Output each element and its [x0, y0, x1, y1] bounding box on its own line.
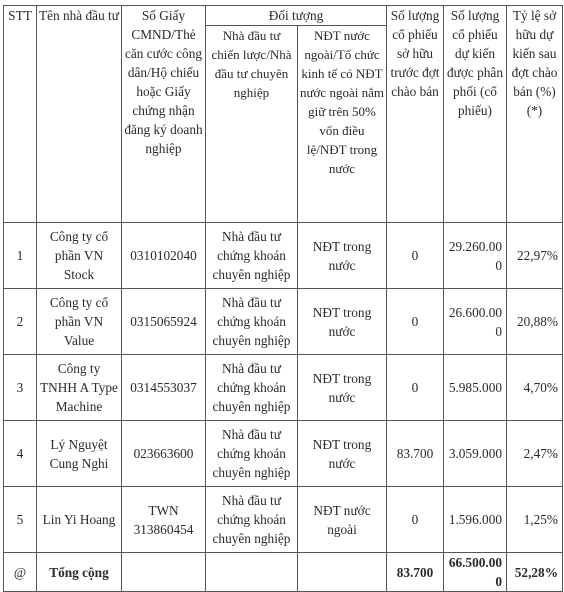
row-stt: 2	[4, 289, 37, 355]
row-ownership-ratio: 22,97%	[507, 223, 563, 289]
table-row	[4, 487, 563, 553]
header-id-number: Số Giấy CMND/Thẻ căn cước công dân/Hộ chiếu hoặc Giấy chứng nhận đăng ký doanh nghiệp	[122, 6, 206, 223]
total-ownership-ratio: 52,28%	[507, 553, 563, 592]
row-investor-name: Công ty cổ phần VN Stock	[37, 223, 122, 289]
header-shares-before: Số lượng cổ phiếu sở hữu trước đợt chào bán	[387, 6, 444, 223]
row-shares-allocated: 3.059.000	[444, 421, 507, 487]
table-row	[4, 289, 563, 355]
row-shares-allocated: 29.260.000	[444, 223, 507, 289]
total-label: Tổng cộng	[37, 553, 122, 592]
row-ownership-ratio: 1,25%	[507, 487, 563, 553]
total-shares-allocated: 66.500.000	[444, 553, 507, 592]
row-stt: 5	[4, 487, 37, 553]
table-row	[4, 223, 563, 289]
row-ownership-ratio: 4,70%	[507, 355, 563, 421]
row-investor-name: Công ty TNHH A Type Machine	[37, 355, 122, 421]
row-investor-name: Công ty cổ phần VN Value	[37, 289, 122, 355]
row-id-number: 0314553037	[122, 355, 206, 421]
row-id-number: 0315065924	[122, 289, 206, 355]
row-shares-allocated: 1.596.000	[444, 487, 507, 553]
row-id-number: TWN 313860454	[122, 487, 206, 553]
header-shares-allocated: Số lượng cổ phiếu dự kiến được phân phối (cổ phiếu)	[444, 6, 507, 223]
row-stt: 4	[4, 421, 37, 487]
row-shares-allocated: 5.985.000	[444, 355, 507, 421]
row-id-number: 023663600	[122, 421, 206, 487]
row-stt: 1	[4, 223, 37, 289]
row-id-number: 0310102040	[122, 223, 206, 289]
row-investor-type: Nhà đầu tư chứng khoán chuyên nghiệp	[206, 223, 298, 289]
row-investor-origin: NĐT trong nước	[298, 355, 387, 421]
row-investor-type: Nhà đầu tư chứng khoán chuyên nghiệp	[206, 421, 298, 487]
row-investor-name: Lin Yi Hoang	[37, 487, 122, 553]
header-subject-strategic: Nhà đầu tư chiến lược/Nhà đầu tư chuyên nghiệp	[206, 26, 298, 223]
row-investor-name: Lý Nguyệt Cung Nghi	[37, 421, 122, 487]
row-shares-before: 0	[387, 289, 444, 355]
row-investor-origin: NĐT trong nước	[298, 421, 387, 487]
row-ownership-ratio: 2,47%	[507, 421, 563, 487]
row-shares-allocated: 26.600.000	[444, 289, 507, 355]
total-stt-mark: @	[4, 553, 37, 592]
row-investor-origin: NĐT trong nước	[298, 223, 387, 289]
header-stt: STT	[4, 6, 37, 223]
investor-allocation-table	[3, 5, 563, 592]
row-investor-type: Nhà đầu tư chứng khoán chuyên nghiệp	[206, 355, 298, 421]
header-subject: Đối tượng	[206, 6, 387, 26]
row-shares-before: 0	[387, 487, 444, 553]
bottom-edge-cut-text	[0, 572, 564, 576]
row-shares-before: 83.700	[387, 421, 444, 487]
row-investor-origin: NĐT nước ngoài	[298, 487, 387, 553]
header-ownership-after: Tỷ lệ sở hữu dự kiến sau đợt chào bán (%) (*)	[507, 6, 563, 223]
table-row	[4, 355, 563, 421]
header-investor-name: Tên nhà đầu tư	[37, 6, 122, 223]
total-shares-before: 83.700	[387, 553, 444, 592]
row-ownership-ratio: 20,88%	[507, 289, 563, 355]
row-investor-type: Nhà đầu tư chứng khoán chuyên nghiệp	[206, 487, 298, 553]
table-row	[4, 421, 563, 487]
row-shares-before: 0	[387, 223, 444, 289]
row-investor-origin: NĐT trong nước	[298, 289, 387, 355]
row-investor-type: Nhà đầu tư chứng khoán chuyên nghiệp	[206, 289, 298, 355]
header-subject-foreign: NĐT nước ngoài/Tổ chức kinh tế có NĐT nước ngoài nắm giữ trên 50% vốn điều lệ/NĐT trong nước	[298, 26, 387, 223]
row-shares-before: 0	[387, 355, 444, 421]
row-stt: 3	[4, 355, 37, 421]
